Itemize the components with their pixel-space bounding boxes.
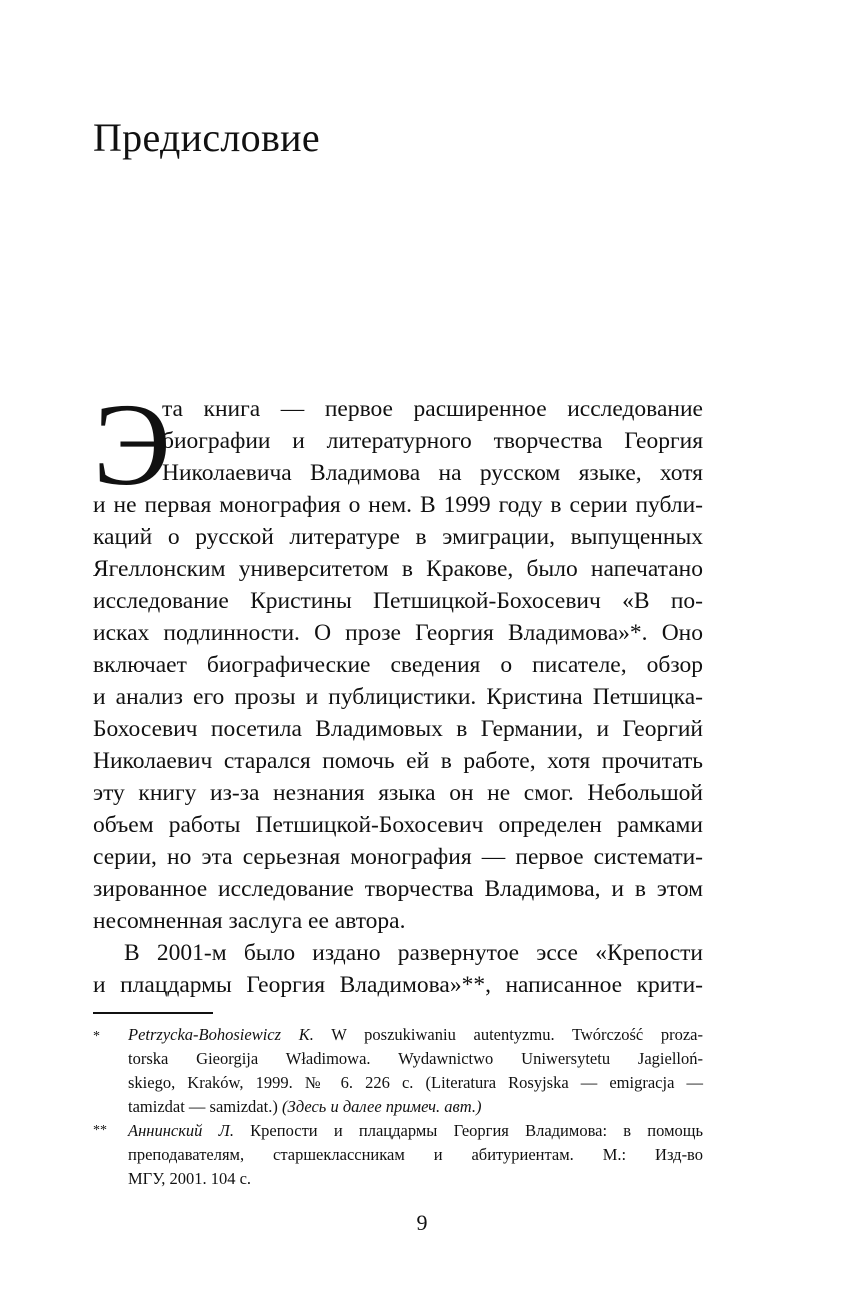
footnote-marker: ** <box>93 1123 107 1138</box>
text-line: Николаевич старался помочь ей в работе, хотя прочитать <box>93 748 703 774</box>
footnote-line <box>128 1023 703 1047</box>
footnote-text: Крепости и плацдармы Георгия Владимова: в помощь <box>233 1121 703 1140</box>
footnote-line: skiego, Kraków, 1999. № 6. 226 с. (Literatura Rosyjska — emigracja — <box>128 1073 703 1092</box>
footnote-note: (Здесь и далее примеч. авт.) <box>281 1097 482 1116</box>
text-line: каций о русской литературе в эмиграции, выпущенных <box>93 524 703 550</box>
footnote-author: Petrzycka-Bohosiewicz K. <box>128 1025 314 1044</box>
footnote-line: torska Gieorgija Władimowa. Wydawnictwo Uniwersytetu Jagielloń- <box>128 1049 703 1068</box>
text-line: исследование Кристины Петшицкой-Бохосевич «В по- <box>93 588 703 614</box>
text-line: несомненная заслуга ее автора. <box>93 908 406 934</box>
text-line: и анализ его прозы и публицистики. Кристина Петшицка- <box>93 684 703 710</box>
text-line: Николаевича Владимова на русском языке, хотя <box>162 460 703 486</box>
text-line: биографии и литературного творчества Георгия <box>162 428 703 454</box>
text-line: исках подлинности. О прозе Георгия Владимова»*. Оно <box>93 620 703 646</box>
footnote-line: МГУ, 2001. 104 с. <box>128 1169 252 1188</box>
footnote-marker: * <box>93 1029 100 1044</box>
text-line: включает биографические сведения о писателе, обзор <box>93 652 703 678</box>
footnote-line <box>128 1095 703 1119</box>
footnote-text: W poszukiwaniu autentyzmu. Twórczość proza- <box>313 1025 703 1044</box>
footnote-text: tamizdat — samizdat.) <box>128 1097 282 1116</box>
text-line: и не первая монография о нем. В 1999 году в серии публи- <box>93 492 703 518</box>
text-line: В 2001-м было издано развернутое эссе «Крепости <box>124 940 703 966</box>
text-line: серии, но эта серьезная монография — первое системати- <box>93 844 703 870</box>
page-number: 9 <box>416 1210 428 1235</box>
text-line: та книга — первое расширенное исследование <box>162 396 703 422</box>
text-line: Бохосевич посетила Владимовых в Германии, и Георгий <box>93 716 703 742</box>
chapter-heading: Предисловие <box>93 115 320 160</box>
footnote-author: Аннинский Л. <box>128 1121 234 1140</box>
footnote-line <box>128 1119 703 1143</box>
text-line: и плацдармы Георгия Владимова»**, написанное крити- <box>93 972 703 998</box>
text-line: Ягеллонским университетом в Кракове, было напечатано <box>93 556 703 582</box>
text-line: зированное исследование творчества Владимова, и в этом <box>93 876 703 902</box>
footnote-line: преподавателям, старшеклассникам и абитуриентам. М.: Изд-во <box>128 1145 703 1164</box>
text-line: эту книгу из-за незнания языка он не смог. Небольшой <box>93 780 703 806</box>
footnote-divider <box>93 1012 213 1014</box>
text-line: объем работы Петшицкой-Бохосевич определен рамками <box>93 812 703 838</box>
drop-cap: Э <box>93 379 171 510</box>
